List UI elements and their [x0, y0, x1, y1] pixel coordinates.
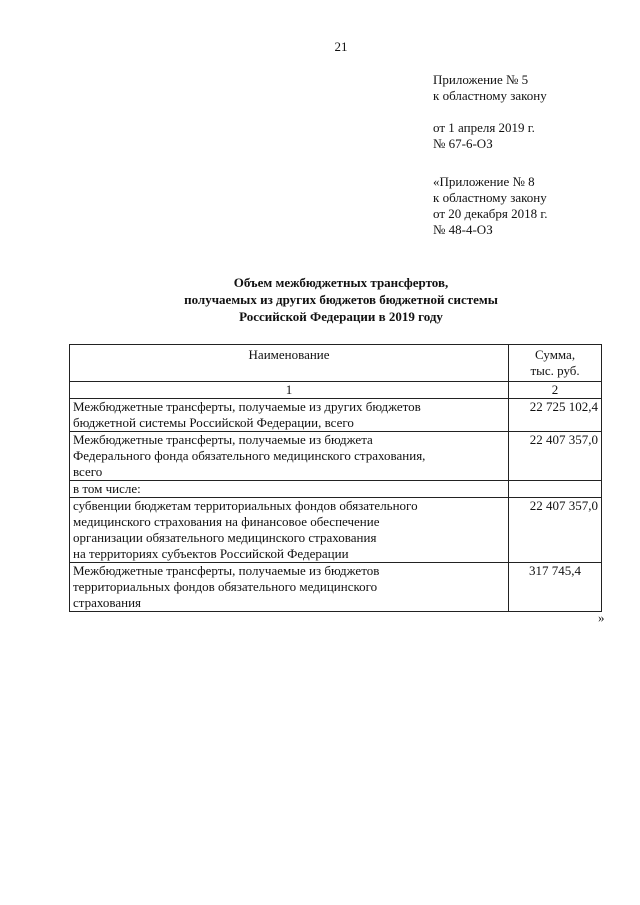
column-number: 2	[509, 382, 602, 399]
row-name	[70, 481, 509, 498]
header-sum-line: Сумма,	[535, 347, 576, 362]
amended-appendix-law-number: № 48-4-ОЗ	[433, 222, 493, 237]
row-name-line: бюджетной системы Российской Федерации, всего	[73, 415, 354, 430]
row-name-line: субвенции бюджетам территориальных фондов обязательного	[73, 498, 418, 513]
row-name-line: территориальных фондов обязательного медицинского	[73, 579, 378, 594]
row-name-line: на территориях субъектов Российской Федерации	[73, 546, 349, 561]
header-sum	[509, 345, 602, 382]
title-line: Объем межбюджетных трансфертов,	[233, 275, 449, 290]
row-name-line: Межбюджетные трансферты, получаемые из бюджета	[73, 432, 373, 447]
appendix-label: Приложение № 5	[433, 72, 529, 87]
appendix-date: от 1 апреля 2019 г.	[433, 120, 535, 135]
row-name	[70, 399, 509, 432]
table-row	[70, 481, 602, 498]
column-number: 1	[70, 382, 509, 399]
row-name	[70, 498, 509, 563]
row-name-line: всего	[73, 464, 103, 479]
amended-appendix-reference	[433, 174, 548, 238]
transfers-table	[69, 344, 602, 612]
row-sum	[509, 481, 602, 498]
row-name-line: Федерального фонда обязательного медицинского страхования,	[73, 448, 426, 463]
appendix-law-number: № 67-6-ОЗ	[433, 136, 493, 151]
row-sum: 22 407 357,0	[509, 498, 602, 563]
row-name-line: Межбюджетные трансферты, получаемые из бюджетов	[73, 563, 380, 578]
row-name-line: Межбюджетные трансферты, получаемые из других бюджетов	[73, 399, 421, 414]
row-sum: 317 745,4	[509, 563, 602, 612]
closing-quote: »	[598, 610, 605, 625]
table-header-row	[70, 345, 602, 382]
row-sum: 22 407 357,0	[509, 432, 602, 481]
amended-appendix-label: «Приложение № 8	[433, 174, 535, 189]
appendix-reference	[433, 72, 547, 152]
row-name	[70, 432, 509, 481]
row-name-line: страхования	[73, 595, 142, 610]
document-title	[0, 274, 640, 325]
header-sum-unit: тыс. руб.	[530, 363, 580, 378]
row-sum: 22 725 102,4	[509, 399, 602, 432]
row-name	[70, 563, 509, 612]
row-name-line: организации обязательного медицинского страхования	[73, 530, 377, 545]
amended-appendix-date: от 20 декабря 2018 г.	[433, 206, 548, 221]
table-row	[70, 399, 602, 432]
table-row	[70, 498, 602, 563]
row-name-line: медицинского страхования на финансовое обеспечение	[73, 514, 380, 529]
header-name: Наименование	[70, 345, 509, 382]
title-line: получаемых из других бюджетов бюджетной системы	[184, 292, 498, 307]
amended-appendix-law-label: к областному закону	[433, 190, 547, 205]
column-number-row	[70, 382, 602, 399]
page-number: 21	[334, 39, 348, 54]
row-name-line: в том числе:	[73, 481, 141, 496]
appendix-law-label: к областному закону	[433, 88, 547, 103]
table-row	[70, 432, 602, 481]
title-line: Российской Федерации в 2019 году	[239, 309, 443, 324]
table-row	[70, 563, 602, 612]
